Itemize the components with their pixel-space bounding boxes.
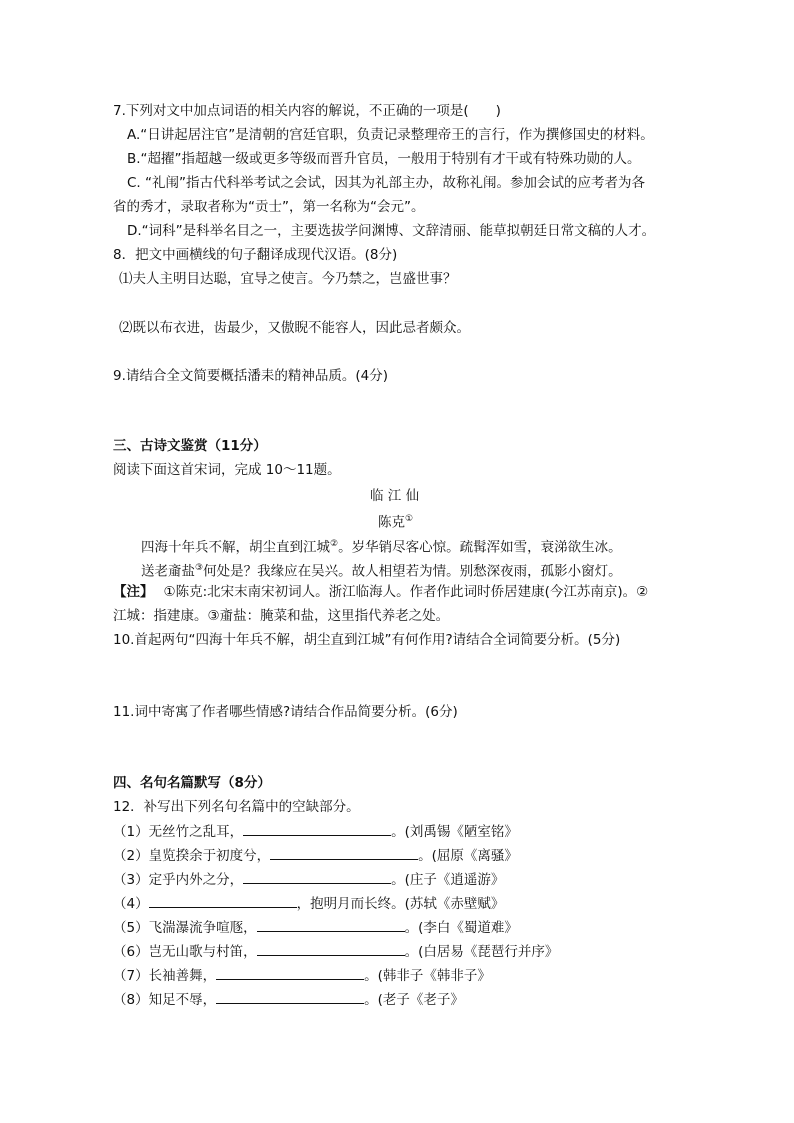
question-11-stem: 11.词中寄寓了作者哪些情感?请结合作品简要分析。(6分): [113, 704, 458, 720]
poem-author: [378, 509, 413, 533]
fill-item-prompt: （2）皇览揆余于初度兮，: [113, 848, 271, 864]
question-9-stem: 9.请结合全文简要概括潘耒的精神品质。(4分): [113, 368, 389, 384]
poem-author-name: 陈克: [378, 514, 405, 531]
poem-line-2: [141, 558, 622, 582]
poem-line-2-part-a: 送老齑盐: [141, 563, 195, 580]
poem-line-1-part-b: 。岁华销尽客心惊。疏髯浑如雪，衰涕欲生冰。: [338, 539, 622, 556]
q8-sentence-1: ⑴夫人主明目达聪，宜导之使言。今乃禁之，岂盛世事？: [119, 271, 457, 287]
fill-item-source: 。(李白《蜀道难》: [404, 920, 518, 936]
question-8-stem: 8．把文中画横线的句子翻译成现代汉语。(8分): [113, 247, 398, 263]
fill-item-source: ，抱明月而长终。(苏轼《赤壁赋》: [296, 896, 505, 912]
fill-item-1: [113, 821, 518, 842]
fill-item-source: 。(屈原《离骚》: [418, 848, 518, 864]
fill-item-8: [113, 989, 464, 1010]
footnote-mark-3: ③: [195, 563, 204, 573]
poem-line-1-part-a: 四海十年兵不解，胡尘直到江城: [141, 539, 330, 556]
fill-item-2: [113, 845, 518, 866]
answer-blank[interactable]: [149, 893, 297, 908]
footnote-mark-2: ②: [330, 539, 339, 549]
fill-item-prompt: （6）岂无山歌与村笛，: [113, 944, 257, 960]
poem-line-2-part-b: 何处是？我缘应在吴兴。故人相望若为情。别愁深夜雨，孤影小窗灯。: [203, 563, 622, 580]
section-3-heading: 三、古诗文鉴赏（11分）: [113, 438, 267, 454]
fill-item-5: [113, 917, 518, 938]
section-4-heading: 四、名句名篇默写（8分）: [113, 775, 271, 791]
poem-title: 临 江 仙: [370, 488, 420, 504]
q7-option-b: B.“超擢”指超越一级或更多等级而晋升官员，一般用于特别有才干或有特殊功勋的人。: [127, 151, 641, 167]
fill-item-3: [113, 869, 504, 890]
notes-label: 【注】: [113, 584, 154, 600]
q8-sentence-2: ⑵既以布衣进，齿最少，又傲睨不能容人，因此忌者颇众。: [119, 320, 470, 336]
section-3-intro: 阅读下面这首宋词，完成 10～11题。: [113, 462, 341, 478]
fill-item-source: 。(韩非子《韩非子》: [364, 968, 491, 984]
note-1-text: ①陈克:北宋末南宋初词人。浙江临海人。作者作此词时侨居建康(今江苏南京)。②: [163, 584, 649, 600]
q7-option-d: D.“词科”是科举名目之一，主要选拔学问渊博、文辞清丽、能草拟朝廷日常文稿的人才。: [127, 223, 656, 239]
q7-option-c: C. “礼闱”指古代科举考试之会试，因其为礼部主办，故称礼闱。参加会试的应考者为各: [127, 175, 645, 191]
poem-notes-line-1: [113, 582, 648, 602]
fill-item-source: 。(老子《老子》: [364, 992, 464, 1008]
answer-blank[interactable]: [216, 989, 364, 1004]
fill-item-prompt: （5）飞湍瀑流争喧豗，: [113, 920, 257, 936]
answer-blank[interactable]: [243, 821, 391, 836]
answer-blank[interactable]: [243, 869, 391, 884]
fill-item-source: 。(庄子《逍遥游》: [391, 872, 505, 888]
fill-item-source: 。(刘禹锡《陋室铭》: [391, 824, 518, 840]
fill-item-prompt: （8）知足不辱，: [113, 992, 217, 1008]
poem-notes-line-2: 江城：指建康。③齑盐：腌菜和盐，这里指代养老之处。: [113, 608, 450, 624]
question-12-stem: 12．补写出下列名句名篇中的空缺部分。: [113, 799, 360, 815]
author-footnote-mark: ①: [405, 514, 414, 524]
fill-item-prompt: （4）: [113, 896, 149, 912]
question-7-stem: 7.下列对文中加点词语的相关内容的解说，不正确的一项是( ): [113, 103, 501, 119]
answer-blank[interactable]: [270, 845, 418, 860]
fill-item-7: [113, 965, 491, 986]
fill-item-prompt: （3）定乎内外之分，: [113, 872, 244, 888]
fill-item-prompt: （7）长袖善舞，: [113, 968, 217, 984]
answer-blank[interactable]: [257, 917, 405, 932]
poem-line-1: [141, 534, 622, 558]
fill-item-prompt: （1）无丝竹之乱耳，: [113, 824, 244, 840]
fill-item-source: 。(白居易《琵琶行并序》: [404, 944, 559, 960]
fill-item-6: [113, 941, 558, 962]
question-10-stem: 10.首起两句“四海十年兵不解，胡尘直到江城”有何作用?请结合全词简要分析。(5分): [113, 632, 621, 648]
q7-option-c-cont: 省的秀才，录取者称为“贡士”，第一名称为“会元”。: [113, 199, 425, 215]
answer-blank[interactable]: [216, 965, 364, 980]
fill-item-4: [113, 893, 504, 914]
q7-option-a: A.“日讲起居注官”是清朝的宫廷官职，负责记录整理帝王的言行，作为撰修国史的材料。: [127, 127, 654, 143]
answer-blank[interactable]: [257, 941, 405, 956]
